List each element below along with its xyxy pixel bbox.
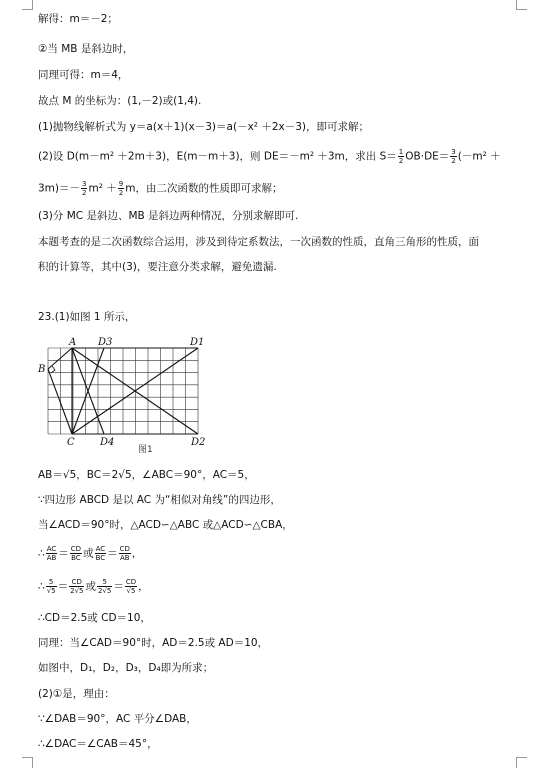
corner-mark-top-right xyxy=(516,0,527,10)
text-line: ∴CD＝2.5或 CD＝10， xyxy=(38,612,151,624)
text-line: (1)抛物线解析式为 y＝a(x＋1)(x－3)＝a(－x² ＋2x－3)，即可求解； xyxy=(38,121,369,133)
fraction: $\frac{AC}{BC}$ xyxy=(95,545,106,562)
label-d4: D4 xyxy=(100,437,115,448)
label-c: C xyxy=(67,437,75,448)
label-d1: D1 xyxy=(190,337,205,348)
corner-mark-bottom-left xyxy=(22,757,33,768)
text-line: 当∠ACD＝90°时，△ACD∽△ABC 或△ACD∽△CBA， xyxy=(38,519,293,531)
label-d3: D3 xyxy=(98,337,113,348)
formula-text: 3m)＝－ xyxy=(38,182,81,195)
segment-b-c xyxy=(48,369,72,434)
figure-1 xyxy=(30,334,220,458)
label-a: A xyxy=(69,337,77,348)
fraction: $\frac{AC}{AB}$ xyxy=(46,545,57,562)
fraction: $\frac{CD}{AB}$ xyxy=(119,545,130,562)
text-line: 本题考查的是二次函数综合运用，涉及到待定系数法，一次函数的性质，直角三角形的性质，面 xyxy=(38,236,479,248)
ratio-line: ∴ $\frac{5}{√5}$ ＝ $\frac{CD}{2√5}$ 或 $\frac{5}{2√5}$ ＝ $\frac{CD}{√5}$ ， xyxy=(38,578,149,595)
text-line: ∵∠DAB＝90°，AC 平分∠DAB， xyxy=(38,713,197,725)
corner-mark-top-left xyxy=(22,0,33,10)
formula-text: (－m² ＋ xyxy=(457,150,501,163)
fraction: $\frac{9}{2}$ xyxy=(118,180,124,197)
or-text: 或 xyxy=(85,580,96,593)
text-line: AB＝√5，BC＝2√5，∠ABC＝90°，AC＝5， xyxy=(38,469,255,481)
formula-text: (2)设 D(m－m² ＋2m＋3)，E(m－m＋3)，则 DE＝－m² ＋3m，求出 S＝ xyxy=(38,150,397,163)
formula-text: m，由二次函数的性质即可求解； xyxy=(125,182,283,195)
fraction: $\frac{3}{2}$ xyxy=(451,148,456,165)
segment-b-a xyxy=(48,348,72,369)
fraction: $\frac{3}{2}$ xyxy=(82,180,87,197)
text-line: ∴∠DAC＝∠CAB＝45°， xyxy=(38,738,158,750)
text-line: 如图中，D₁，D₂，D₃，D₄即为所求； xyxy=(38,662,214,674)
fraction: $\frac{1}{2}$ xyxy=(398,148,404,165)
ratio-line: ∴ $\frac{AC}{AB}$ ＝ $\frac{CD}{BC}$ 或 $\frac{AC}{BC}$ ＝ $\frac{CD}{AB}$ ， xyxy=(38,545,143,562)
fraction: $\frac{CD}{BC}$ xyxy=(70,545,82,562)
therefore-symbol: ∴ xyxy=(38,580,45,593)
text-line: 积的计算等，其中(3)，要注意分类求解，避免遗漏. xyxy=(38,261,277,273)
formula-text: OB·DE＝ xyxy=(405,150,450,163)
formula-line xyxy=(38,148,501,165)
fraction: $\frac{5}{2√5}$ xyxy=(97,578,112,595)
label-b: B xyxy=(38,364,46,375)
fraction: $\frac{5}{√5}$ xyxy=(46,578,56,595)
right-angle-mark xyxy=(51,366,55,373)
text-line: 23.(1)如图 1 所示， xyxy=(38,311,136,323)
text-line: 故点 M 的坐标为：(1,－2)或(1,4). xyxy=(38,95,202,107)
fraction: $\frac{CD}{√5}$ xyxy=(125,578,137,595)
text-line: 同理可得：m＝4， xyxy=(38,69,129,81)
grid xyxy=(48,348,198,434)
text-line: ②当 MB 是斜边时， xyxy=(38,43,134,55)
label-d2: D2 xyxy=(191,437,206,448)
text-line: 同理：当∠CAD＝90°时，AD＝2.5或 AD＝10， xyxy=(38,637,269,649)
or-text: 或 xyxy=(83,547,94,560)
corner-mark-bottom-right xyxy=(516,757,527,768)
text-line: 解得：m＝－2； xyxy=(38,13,118,25)
formula-line xyxy=(38,180,282,197)
fraction: $\frac{CD}{2√5}$ xyxy=(70,578,84,595)
text-line: ∵四边形 ABCD 是以 AC 为“相似对角线”的四边形， xyxy=(38,494,281,506)
figure-caption: 图1 xyxy=(138,445,153,455)
formula-text: m² ＋ xyxy=(88,182,117,195)
therefore-symbol: ∴ xyxy=(38,547,45,560)
text-line: (3)分 MC 是斜边、MB 是斜边两种情况，分别求解即可. xyxy=(38,210,299,222)
text-line: (2)①是，理由： xyxy=(38,688,115,700)
